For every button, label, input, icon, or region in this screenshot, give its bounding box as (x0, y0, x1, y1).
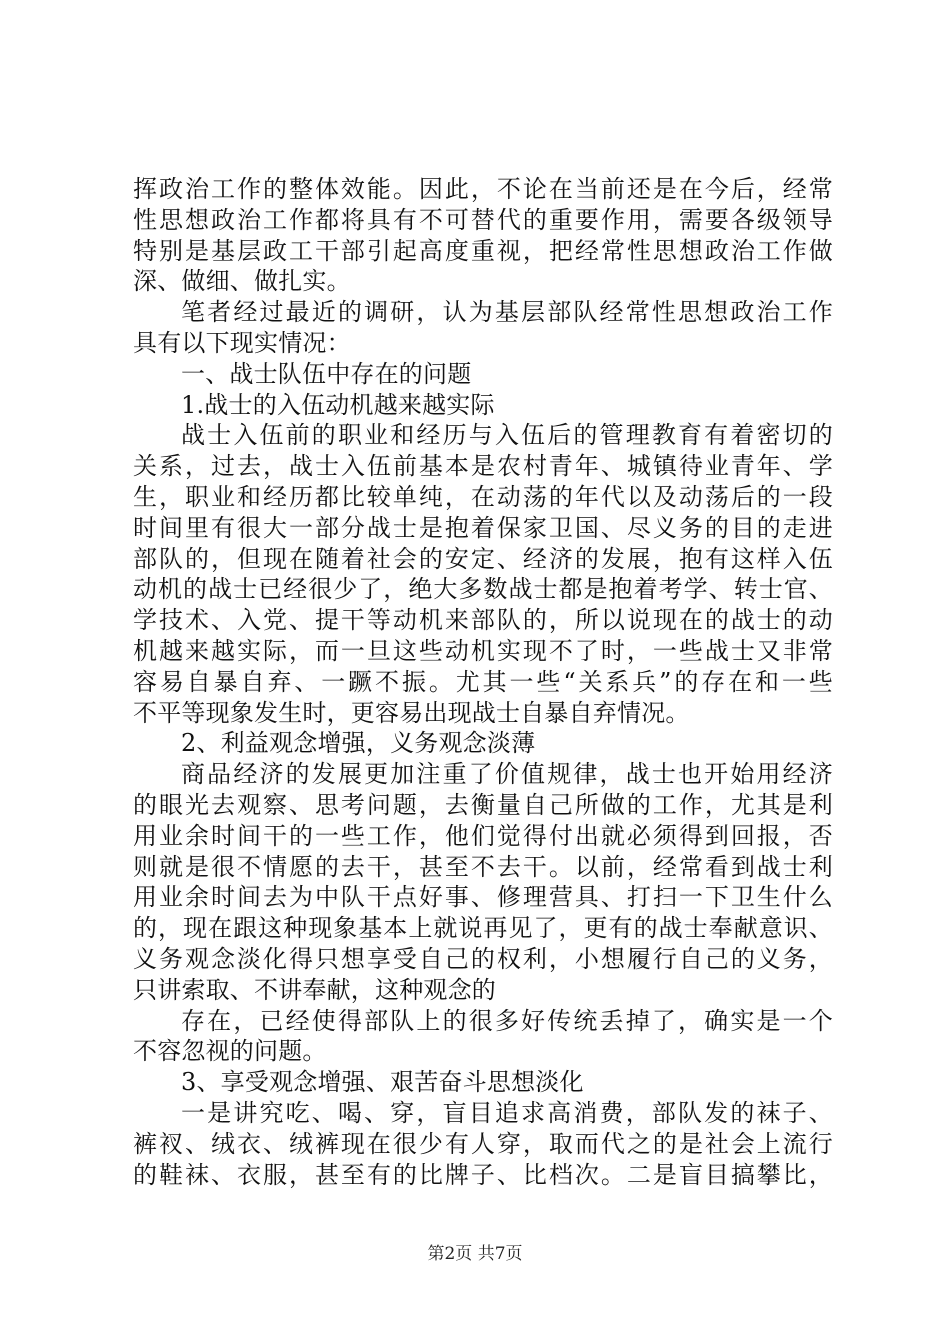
text-line: 只讲索取、不讲奉献，这种观念的 (133, 975, 496, 1004)
text-line: 3、享受观念增强、艰苦奋斗思想淡化 (181, 1068, 584, 1097)
text-line: 时间里有很大一部分战士是抱着保家卫国、尽义务的目的走进 (133, 513, 833, 542)
text-line: 的眼光去观察、思考问题，去衡量自己所做的工作，尤其是利 (133, 790, 833, 819)
text-line: 一、战士队伍中存在的问题 (181, 359, 472, 388)
text-line: 学技术、入党、提干等动机来部队的，所以说现在的战士的动 (133, 606, 833, 635)
text-line: 商品经济的发展更加注重了价值规律，战士也开始用经济 (181, 760, 833, 789)
document-body (133, 174, 833, 1190)
text-line: 2、利益观念增强，义务观念淡薄 (181, 729, 536, 758)
text-line: 存在，已经使得部队上的很多好传统丢掉了，确实是一个 (181, 1006, 833, 1035)
text-line: 部队的，但现在随着社会的安定、经济的发展，抱有这样入伍 (133, 544, 833, 573)
text-line: 则就是很不情愿的去干，甚至不去干。以前，经常看到战士利 (133, 852, 833, 881)
text-line: 不平等现象发生时，更容易出现战士自暴自弃情况。 (133, 698, 690, 727)
text-line: 动机的战士已经很少了，绝大多数战士都是抱着考学、转士官、 (133, 575, 833, 604)
text-line: 不容忽视的问题。 (133, 1037, 327, 1066)
text-line: 战士入伍前的职业和经历与入伍后的管理教育有着密切的 (181, 421, 833, 450)
text-line: 裤衩、绒衣、绒裤现在很少有人穿，取而代之的是社会上流行 (133, 1129, 833, 1158)
text-line: 笔者经过最近的调研，认为基层部队经常性思想政治工作 (181, 298, 833, 327)
text-line: 生，职业和经历都比较单纯，在动荡的年代以及动荡后的一段 (133, 482, 833, 511)
text-line: 特别是基层政工干部引起高度重视，把经常性思想政治工作做 (133, 236, 833, 265)
text-line: 的鞋袜、衣服，甚至有的比牌子、比档次。二是盲目搞攀比， (133, 1160, 833, 1189)
text-line: 机越来越实际，而一旦这些动机实现不了时，一些战士又非常 (133, 636, 833, 665)
text-line: 性思想政治工作都将具有不可替代的重要作用，需要各级领导 (133, 205, 833, 234)
text-line: 1.战士的入伍动机越来越实际 (181, 390, 495, 419)
text-line: 义务观念淡化得只想享受自己的权利，小想履行自己的义务， (133, 944, 833, 973)
text-line: 用业余时间去为中队干点好事、修理营具、打扫一下卫生什么 (133, 883, 833, 912)
text-line: 用业余时间干的一些工作，他们觉得付出就必须得到回报，否 (133, 821, 833, 850)
text-line: 深、做细、做扎实。 (133, 267, 351, 296)
text-line: 挥政治工作的整体效能。因此，不论在当前还是在今后，经常 (133, 175, 833, 203)
text-line: 具有以下现实情况： (133, 328, 351, 357)
text-line: 的，现在跟这种现象基本上就说再见了，更有的战士奉献意识、 (133, 914, 833, 943)
page-footer: 第2页 共7页 (427, 1244, 523, 1264)
text-line: 关系，过去，战士入伍前基本是农村青年、城镇待业青年、学 (133, 452, 833, 481)
text-line: 容易自暴自弃、一蹶不振。尤其一些“关系兵”的存在和一些 (133, 667, 833, 696)
text-line: 一是讲究吃、喝、穿，盲目追求高消费，部队发的袜子、 (181, 1098, 833, 1127)
